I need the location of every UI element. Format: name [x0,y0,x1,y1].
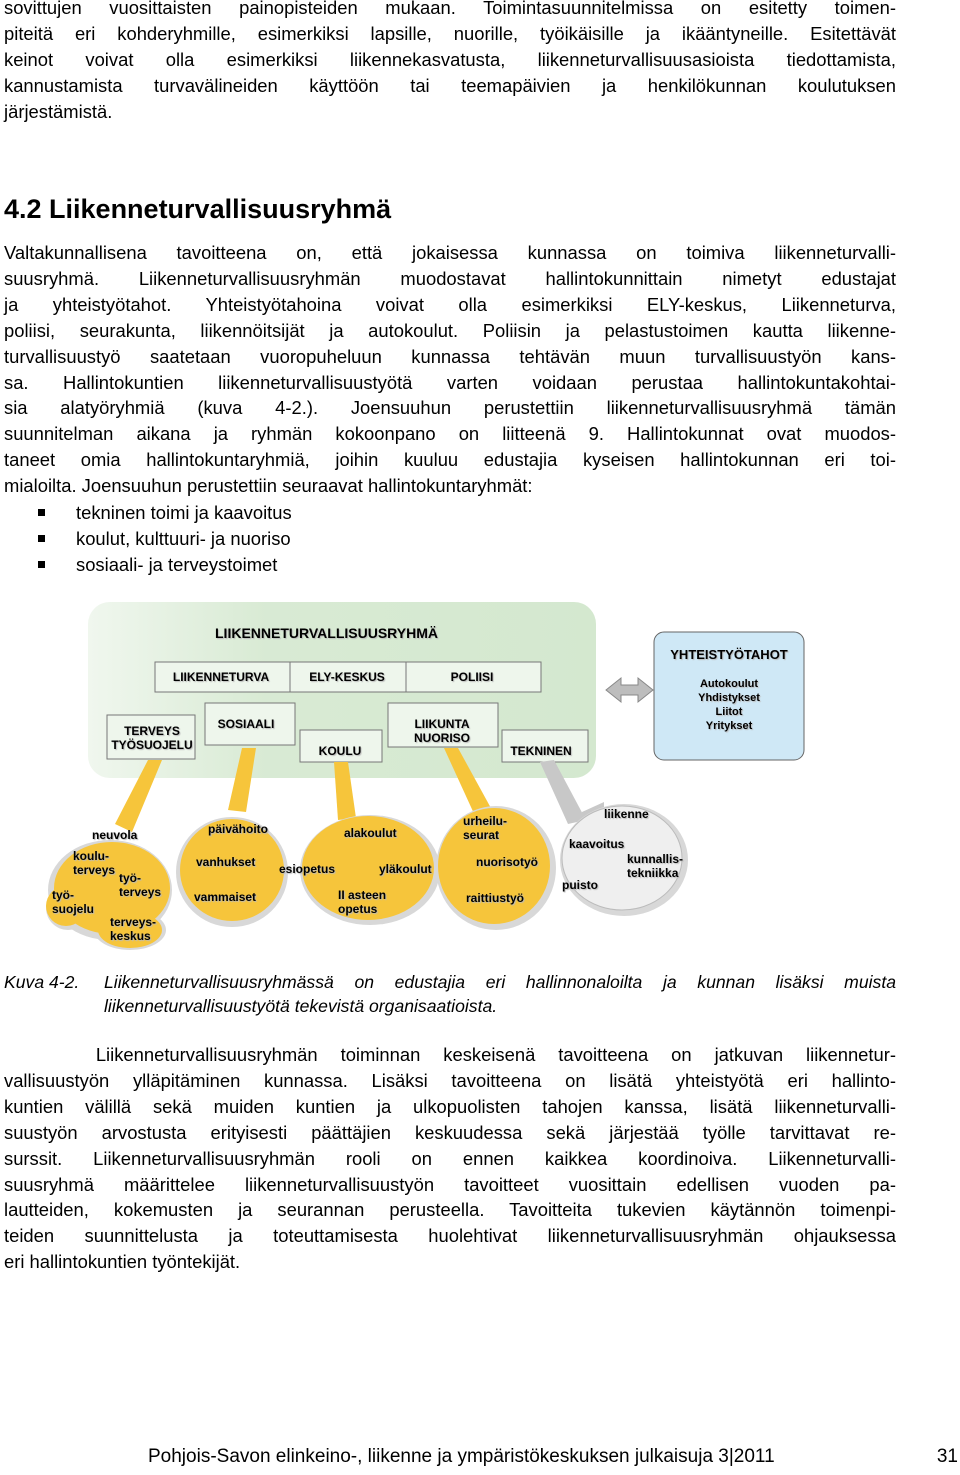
section-line: ja yhteistyötahot. Yhteistyötahoina voivat olla esimerkiksi ELY-keskus, Liikenneturva, [4,293,896,315]
section-paragraph [4,240,896,499]
section-line: taneet omia hallintokuntaryhmiä, joihin kuuluu edustajia kyseisen hallintokunnan eri toi- [4,449,896,471]
subgroup-item: urheilu- seurat [463,814,507,842]
body-line: suustyön arvostusta erityisesti päättäjien keskuudessa sekä järjestää työlle tarvittavat re- [4,1121,896,1143]
caption-label: Kuva 4-2. [4,972,80,992]
group-title: LIIKENNETURVALLISUUSRYHMÄ [215,625,438,641]
partners-item: Liitot [715,706,743,718]
body-line: suusryhmä määrittelee liikenneturvallisuustyön tavoitteet vuosittain edellisen vuoden pa- [4,1173,896,1195]
double-arrow-icon [606,678,653,702]
organization-diagram [0,600,960,960]
section-line: poliisi, seurakunta, liikennöitsijät ja autokoulut. Poliisin ja pelastustoimen kautta liikenne- [4,319,896,341]
section-line: mialoilta. Joensuuhun perustettiin seuraavat hallintokuntaryhmät: [4,475,533,497]
subgroup-item: koulu- terveys [73,849,116,877]
caption-text [104,970,896,1018]
intro-line: keinot voivat olla esimerkiksi liikennekasvatusta, liikenneturvallisuusasioista tiedottamista, [4,48,896,70]
subgroup-item: neuvola [92,828,138,842]
section-line: sia alatyöryhmiä (kuva 4-2.). Joensuuhun perustettiin liikenneturvallisuusryhmä tämän [4,397,896,419]
subgroup-item: työ- suojelu [52,888,95,916]
list-item: koulut, kulttuuri- ja nuoriso [4,526,292,552]
box-sosiaali: SOSIAALI [217,717,275,731]
intro-line: järjestämistä. [4,100,113,122]
subgroup-item: päivähoito [208,822,269,836]
section-line: sa. Hallintokuntien liikenneturvallisuustyötä varten voidaan perustaa hallintokuntakohtai- [4,371,896,393]
subgroup-item: vanhukset [196,855,256,869]
section-line: Valtakunnallisena tavoitteena on, että jokaisessa kunnassa on toimiva liikenneturvalli- [4,242,896,263]
box-ely-keskus: ELY-KESKUS [309,670,385,684]
subgroup-item: kaavoitus [569,837,625,851]
subgroup-item: terveys- keskus [110,915,157,943]
subgroup-item: puisto [562,878,598,892]
body-line: surssit. Liikenneturvallisuusryhmän rooli on ennen kaikkea koordinoiva. Liikenneturvalli- [4,1147,896,1169]
subgroup-item: työ- terveys [119,871,162,899]
box-tekninen: TEKNINEN [510,744,572,758]
body-line: lautteiden, kokemusten ja seurannan perusteella. Tavoitteita tukevien käytännön toimenpi- [4,1199,896,1221]
partners-item: Yritykset [705,720,753,732]
subgroup-item: vammaiset [194,890,257,904]
body-line: teiden suunnittelusta ja toteuttamisesta huolehtivat liikenneturvallisuusryhmän ohjauksessa [4,1225,896,1247]
subgroup-item: II asteen opetus [338,888,387,916]
list-item: sosiaali- ja terveystoimet [4,552,292,578]
publication-name: Pohjois-Savon elinkeino-, liikenne ja ympäristökeskuksen julkaisuja 3|2011 [148,1446,775,1467]
subgroup-item: alakoulut [344,826,397,840]
body-paragraph [4,1042,896,1275]
section-heading: 4.2 Liikenneturvallisuusryhmä [4,194,392,224]
square-bullet-icon [38,509,45,516]
subgroup-item: nuorisotyö [476,855,538,869]
subgroup-item: kunnallis- tekniikka [627,852,684,880]
partners-item: Autokoulut [699,678,759,690]
subgroup-item: raittiustyö [466,891,525,905]
body-line: Liikenneturvallisuusryhmän toiminnan keskeisenä tavoitteena on jatkuvan liikennetur- [4,1044,896,1065]
box-poliisi: POLIISI [450,670,494,684]
box-terveys-tyosuojelu: TERVEYS TYÖSUOJELU [111,724,193,752]
diagram-graphics [0,600,960,960]
partners-title: YHTEISTYÖTAHOT [670,647,788,662]
body-line: vallisuustyön ylläpitäminen kunnassa. Lisäksi tavoitteena on lisätä yhteistyötä eri hallinto- [4,1069,896,1091]
section-line: turvallisuustyö saatetaan vuoropuheluun kunnassa tehtävän muun turvallisuustyön kans- [4,345,896,367]
list-item: tekninen toimi ja kaavoitus [4,500,292,526]
subgroup-item: yläkoulut [379,862,432,876]
caption-line: Liikenneturvallisuusryhmässä on edustajia eri hallinnonaloilta ja kunnan lisäksi muista [104,972,896,992]
bullet-list [4,500,292,578]
body-line: kuntien välillä sekä muiden kuntien ja ulkopuolisten tahojen kanssa, lisätä liikenneturvalli- [4,1095,896,1117]
page-number: 31 [936,1446,958,1467]
section-line: suunnitelman aikana ja ryhmän kokoonpano on liitteenä 9. Hallintokunnat ovat muodos- [4,423,896,445]
partners-item: Yhdistykset [698,692,760,704]
body-line: eri hallintokuntien työntekijät. [4,1251,241,1273]
box-koulu: KOULU [318,744,362,758]
square-bullet-icon [38,561,45,568]
section-line: suusryhmä. Liikenneturvallisuusryhmän muodostavat hallintokunnittain nimetyt edustajat [4,267,896,289]
intro-line: piteitä eri kohderyhmille, esimerkiksi lapsille, nuorille, työikäisille ja ikääntyneille. Esitettävät [4,22,896,44]
square-bullet-icon [38,535,45,542]
caption-line: liikenneturvallisuustyötä tekevistä organisaatioista. [104,996,498,1016]
box-liikunta-nuoriso: LIIKUNTA NUORISO [413,717,471,745]
intro-line: kannustamista turvavälineiden käyttöön tai teemapäivien ja henkilökunnan koulutuksen [4,74,896,96]
subgroup-item: liikenne [604,807,649,821]
intro-line: sovittujen vuosittaisten painopisteiden mukaan. Toimintasuunnitelmissa on esitetty toimen- [4,0,896,18]
intro-paragraph [4,0,896,125]
subgroup-item: esiopetus [279,862,336,876]
box-liikenneturva: LIIKENNETURVA [172,670,270,684]
